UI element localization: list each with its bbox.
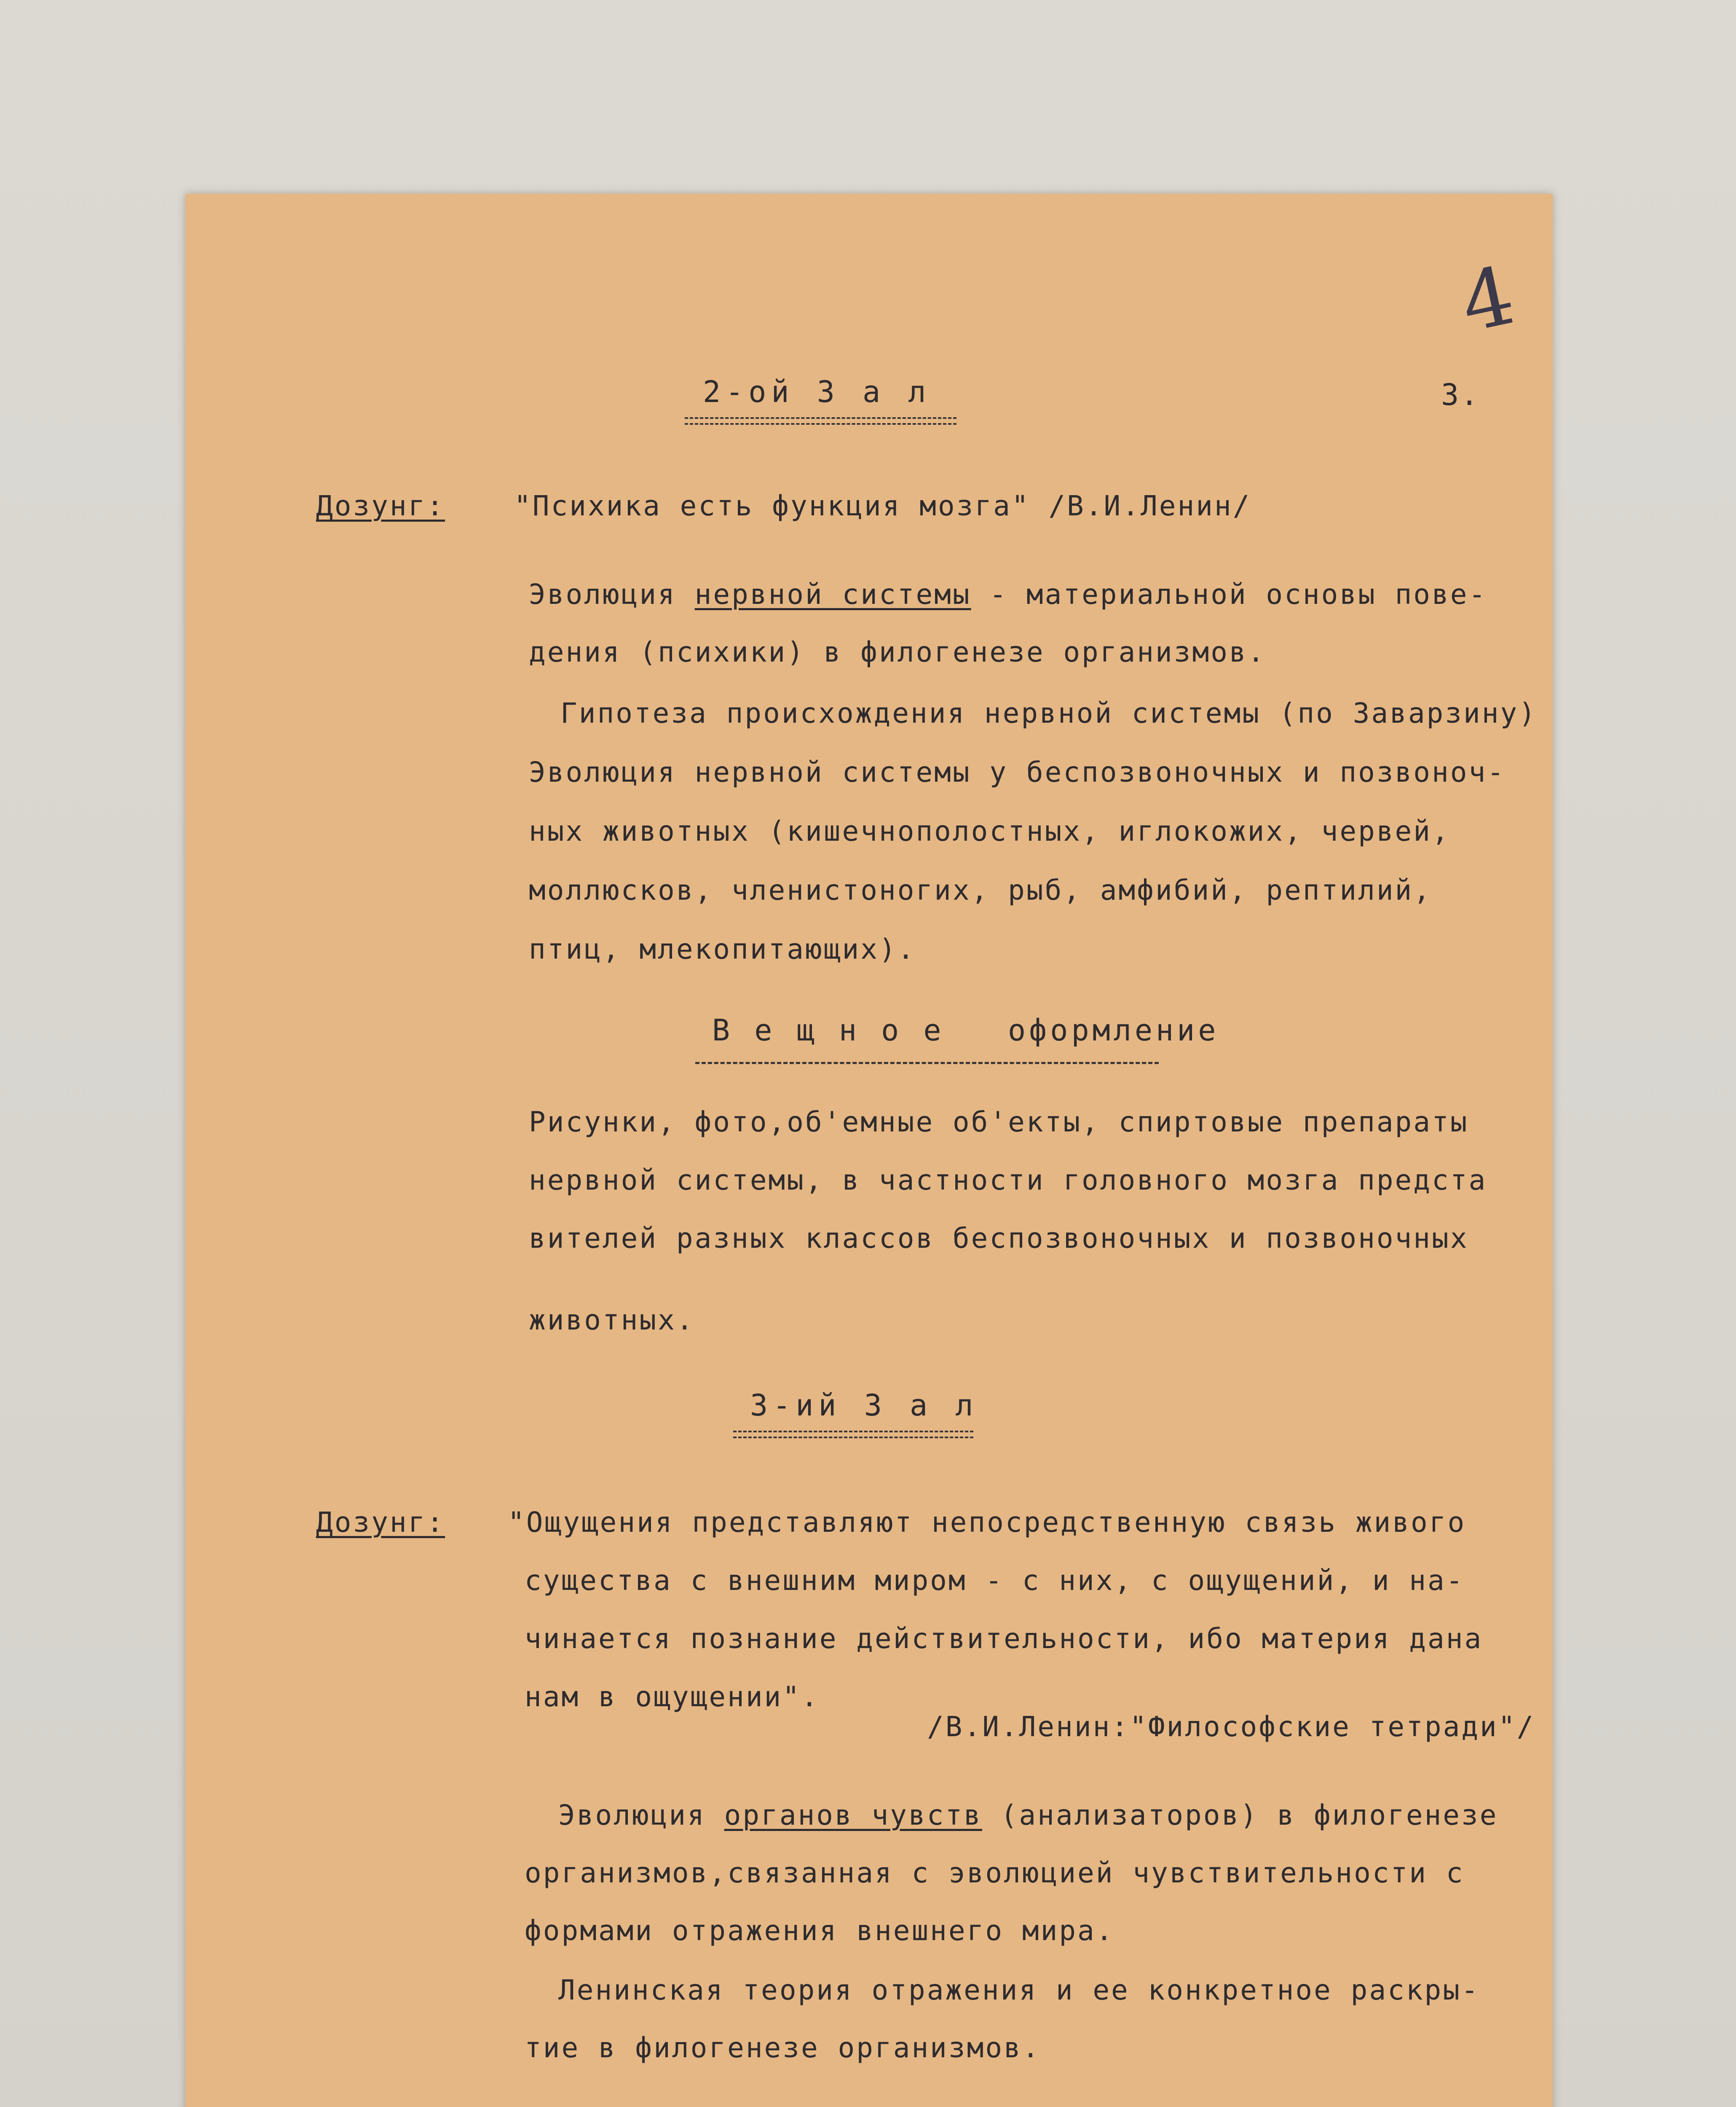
hall2-para1-text-a: Эволюция — [529, 578, 695, 611]
hall2-exhibit-line2: нервной системы, в частности головного мозга предста — [529, 1164, 1487, 1196]
hall2-exhibit-line1: Рисунки, фото,об'емные об'екты, спиртовые препараты — [529, 1106, 1469, 1138]
hall2-para1-line1 — [529, 578, 1487, 611]
hall2-para2-line3: ных животных (кишечнополостных, иглокожих, червей, — [529, 815, 1450, 847]
hall3-para2-line1: Ленинская теория отражения и ее конкретное раскры- — [558, 1974, 1480, 2006]
hall2-para2-line5: птиц, млекопитающих). — [529, 933, 916, 965]
hall3-para1-line2: организмов,связанная с эволюцией чувствительности с — [525, 1857, 1465, 1889]
hall2-nervous-system-term: нервной системы — [694, 578, 971, 611]
hall2-exhibit-heading-rule — [695, 1062, 1159, 1064]
hall2-epigraph-label: Дозунг: — [316, 490, 445, 522]
hall2-para1-text-b: - материальной основы пове- — [971, 578, 1487, 611]
hall2-epigraph: "Психика есть функция мозга" /В.И.Ленин/ — [514, 490, 1251, 522]
handwritten-page-mark: 4 — [1453, 248, 1522, 351]
hall3-para2-line2: тие в филогенезе организмов. — [525, 2032, 1041, 2064]
page-number: 3. — [1441, 378, 1480, 412]
hall2-heading-rule — [685, 417, 956, 425]
hall3-para1-text-a: Эволюция — [558, 1799, 724, 1831]
hall3-epigraph-line4: нам в ощущении". — [525, 1681, 820, 1713]
hall2-para2-line4: моллюсков, членистоногих, рыб, амфибий, рептилий, — [529, 874, 1432, 906]
hall3-heading: 3-ий З а л — [750, 1388, 978, 1423]
hall2-para2-line1: Гипотеза происхождения нервной системы (по Заварзину) — [560, 697, 1537, 729]
hall2-heading: 2-ой З а л — [703, 375, 931, 409]
hall2-exhibit-line4: животных. — [529, 1304, 695, 1336]
hall3-para1-line1 — [558, 1801, 1498, 1829]
hall3-epigraph-line2: существа с внешним миром - с них, с ощущений, и на- — [525, 1564, 1465, 1597]
hall3-heading-rule — [733, 1431, 973, 1438]
hall3-para1-line3: формами отражения внешнего мира. — [525, 1914, 1114, 1947]
hall3-sense-organs-term: органов чувств — [724, 1799, 982, 1831]
hall2-para1-line2: дения (психики) в филогенезе организмов. — [529, 636, 1266, 668]
hall3-epigraph-line1: "Ощущения представляют непосредственную связь живого — [508, 1506, 1466, 1539]
hall2-exhibit-line3: вителей разных классов беспозвоночных и позвоночных — [529, 1222, 1469, 1255]
hall2-exhibit-heading: В е щ н о е оформление — [712, 1013, 1219, 1048]
hall2-para2-line2: Эволюция нервной системы у беспозвоночных и позвоноч- — [529, 756, 1506, 788]
hall3-epigraph-source: /В.И.Ленин:"Философские тетради"/ — [927, 1710, 1535, 1743]
hall3-para1-text-b: (анализаторов) в филогенезе — [982, 1799, 1498, 1831]
hall3-epigraph-label: Дозунг: — [316, 1506, 445, 1539]
hall3-epigraph-line3: чинается познание действительности, ибо материя дана — [525, 1622, 1483, 1655]
